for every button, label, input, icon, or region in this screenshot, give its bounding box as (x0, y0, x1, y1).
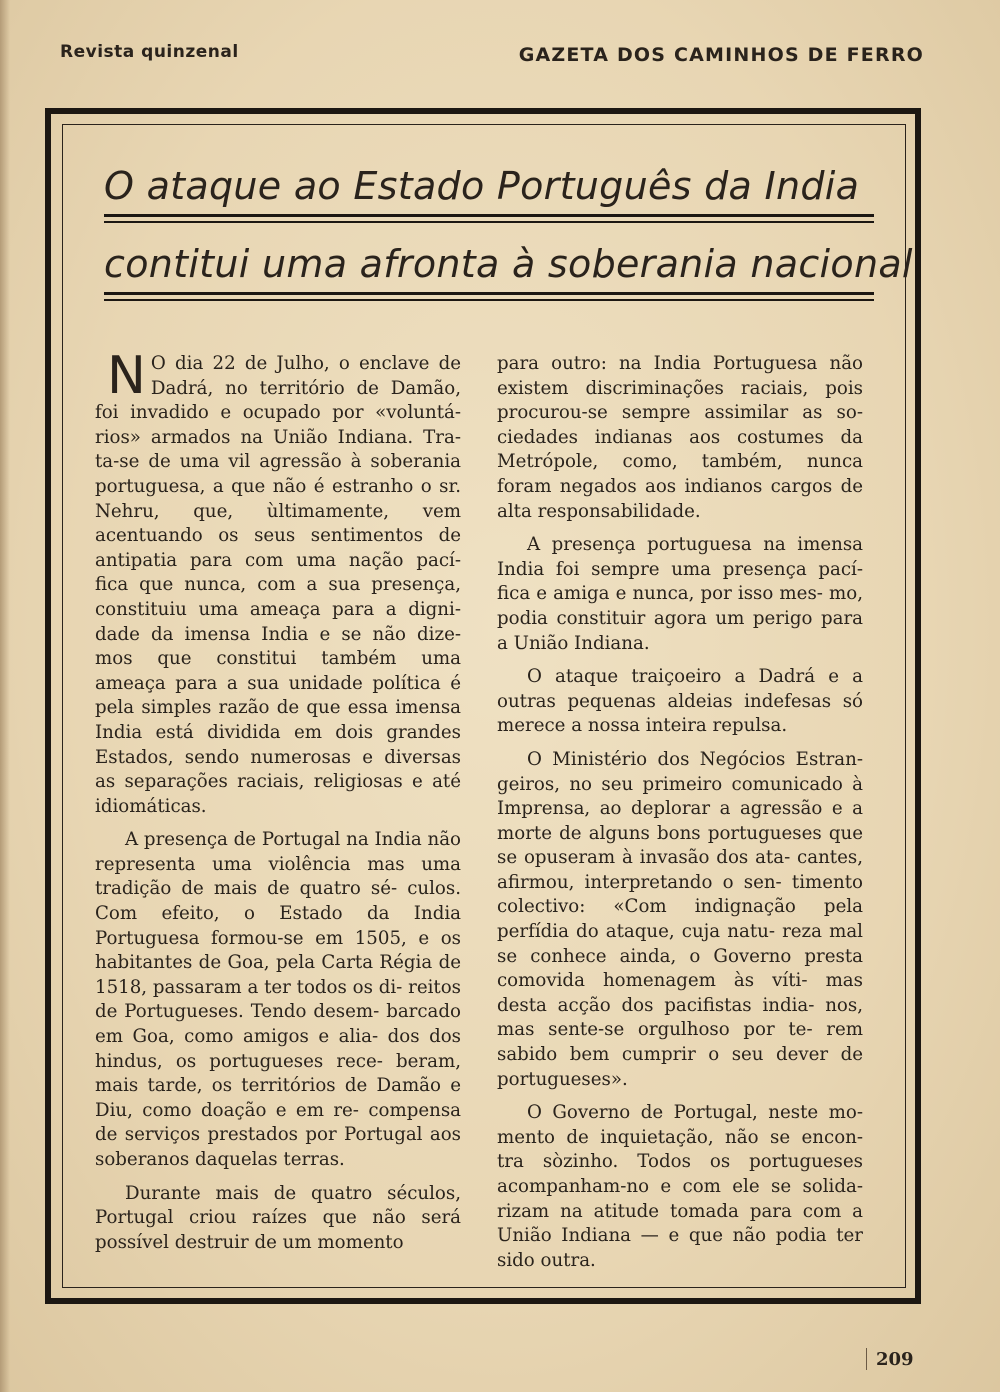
column-left (95, 346, 461, 1264)
headline-line-1: O ataque ao Estado Português da India (104, 164, 860, 208)
page-number: 209 (876, 1349, 914, 1370)
paragraph-text: O dia 22 de Julho, o enclave de Dadrá, no território de Damão, foi invadido e ocupado por «voluntá- rios» armados na União Indiana. Tra- ta-se de uma vil agressão à soberania portuguesa, a que não é estranho o sr. Nehru, que, ùltimamente, vem acentuando os seus sentimentos de antipatia para com uma nação pací- fica que nunca, com a sua presença, constituiu uma ameaça para a digni- dade da imensa India e se não dize- mos que constitui também uma ameaça para a sua unidade política é pela simples razão de que essa imensa India está dividida em dois grandes Estados, sendo numerosas e diversas as separações raciais, religiosas e até idiomáticas. (95, 353, 461, 817)
headline-line-2: contitui uma afronta à soberania nacional (104, 242, 913, 286)
paragraph: para outro: na India Portuguesa não existem discriminações raciais, pois procurou-se sempre assimilar as so- ciedades indianas aos costumes da Metrópole, como, também, nunca foram negados aos indianos cargos de alta responsabilidade. (497, 353, 863, 522)
paragraph: A presença de Portugal na India não representa uma violência mas uma tradição de mais de quatro sé- culos. Com efeito, o Estado da India Portuguesa formou-se em 1505, e os habitantes de Goa, pela Carta Régia de 1518, passaram a ter todos os di- reitos de Portugueses. Tendo desem- barcado em Goa, como amigos e alia- dos dos hindus, os portugueses rece- beram, mais tarde, os territórios de Damão e Diu, como doação e em re- compensa de serviços prestados por Portugal aos soberanos daquelas terras. (95, 829, 461, 1170)
headline-rule-1b (104, 221, 874, 223)
running-header-right: GAZETA DOS CAMINHOS DE FERRO (518, 44, 924, 66)
drop-cap: N (107, 346, 146, 406)
running-header-left: Revista quinzenal (60, 42, 239, 62)
paragraph: O ataque traiçoeiro a Dadrá e a outras pequenas aldeias indefesas só merece a nossa inteira repulsa. (497, 666, 863, 737)
paragraph: O Governo de Portugal, neste mo- mento de inquietação, não se encon- tra sòzinho. Todos os portugueses acompanham-no e com ele se solida- rizam na atitude tomada para com a União Indiana — e que não podia ter sido outra. (497, 1102, 863, 1271)
column-right (497, 352, 863, 1282)
paragraph: A presença portuguesa na imensa India foi sempre uma presença pací- fica e amiga e nunca, por isso mes- mo, podia constituir agora um perigo para a União Indiana. (497, 534, 863, 654)
page-number-divider (866, 1348, 867, 1370)
binding-shadow (0, 0, 10, 1392)
article-body (95, 346, 875, 1271)
headline-rule-2a (104, 292, 874, 295)
headline-rule-2b (104, 299, 874, 301)
paragraph (95, 346, 461, 819)
paragraph: O Ministério dos Negócios Estran- geiros, no seu primeiro comunicado à Imprensa, ao deplorar a agressão e a morte de alguns bons portugueses que se opuseram à invasão dos ata- cantes, afirmou, interpretando o sen- timento colectivo: «Com indignação pela perfídia do ataque, cuja natu- reza mal se conhece ainda, o Governo presta comovida homenagem às víti- mas desta acção dos pacifistas india- nos, mas sente-se orgulhoso por te- rem sabido bem cumprir o seu dever de portugueses». (497, 748, 863, 1090)
headline-rule-1a (104, 214, 874, 217)
paragraph: Durante mais de quatro séculos, Portugal criou raízes que não será possível destruir de um momento (95, 1182, 461, 1253)
